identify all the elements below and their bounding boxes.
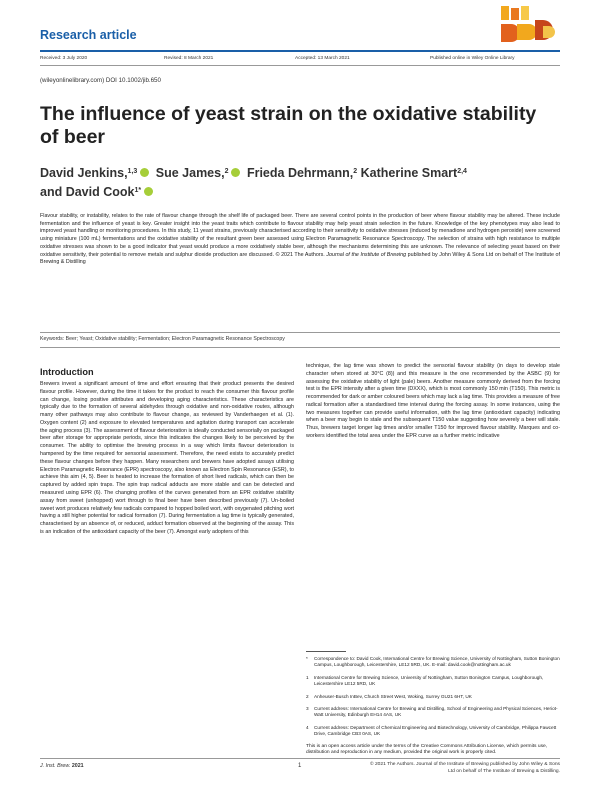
published-note: Published online in Wiley Online Library [430,56,515,61]
footnote [306,706,560,719]
footnote-mark: 3 [306,706,309,712]
footnotes [306,656,560,757]
footnote-mark: * [306,656,308,661]
footnote-mark: 1 [306,674,309,680]
affiliation-sup: 1* [134,187,142,194]
author-name: and David Cook [40,185,135,199]
footer-journal [40,763,84,769]
affiliation-sup: 1,3 [127,168,138,175]
journal-logo [499,6,559,44]
footnote-mark: 4 [306,724,309,730]
abstract [40,213,560,267]
dates-rule [40,65,560,66]
section-heading-introduction: Introduction [40,367,94,377]
page-number: 1 [298,763,302,769]
affiliation-sup: 2,4 [457,168,467,175]
body-text-left-column: Brewers invest a significant amount of time and effort ensuring that their product presents the desired flavour profile. However, during the time it takes for the product to reach the consumer this flavour profile can change, losing positive attributes and developing aging characteristics. These characteristics are typically due to the formation of several aldehydes through oxidative and non-oxidative routes, although many other pathways may also contribute to flavour change, as reviewed by Vanderhaegen et al. (1). Oxygen content (2) and exposure to elevated temperatures and agitation during transport can accelerate the aging process (3). The assessment of flavour deterioration is ideally conducted sensorially on packaged beer after storage for appropriate periods, since this indicates the changes likely to be perceived by the consumer. The ability to optimise the brewing process in a way which limits flavour deterioration is hampered by the time required for sensorial assessment. Therefore, the need exists to accurately predict these flavour changes before they happen. Many researchers and brewers have adopted assays utilising Electron Paramagnetic Resonance (EPR) spectroscopy, also known as Electron Spin Resonance (ESR), to achieve this aim (4, 5). Beer is heated to increase the formation of short lived radicals, which can then be captured by added spin traps. The spin trap radical adducts are more stable and can be detected and measured using EPR (6). The changing profiles of the curves generated from an EPR oxidative stability assay from sweet (unhopped) wort through to final beer have been described previously (7). Un-boiled sweet wort produces relatively few radicals compared to hopped boiled wort, with oxygenated pitching wort having a still higher potential for radical formation (7). During fermentation a lag time is typically generated, characterised by an absence of, or reduced, adduct formation observed at the beginning of the assay. This is an indication of the antioxidant capacity of the beer (7). Amongst early adopters of this [40,381,294,535]
footnote-text: Current address: Department of Chemical Engineering and Biotechnology, University of Cambridge, Philippa Fawcett Drive, Cambridge CB3 0AS, UK [314,724,557,737]
author-name: Frieda Dehrmann, [246,166,354,180]
keywords-rule-bottom [40,347,560,348]
orcid-icon[interactable] [231,168,240,177]
footnote [306,694,560,700]
abstract-tail: published by John Wiley & Sons Ltd on behalf of The Institute of Brewing & Distilling [40,251,560,266]
abstract-journal-name: Journal of the Institute of Brewing [326,251,407,258]
orcid-icon[interactable] [140,168,149,177]
footnote [306,656,560,669]
footnote-mark: 2 [306,693,309,699]
footnote [306,675,560,688]
footnote-rule [306,651,346,652]
orcid-icon[interactable] [144,187,153,196]
footnote [306,725,560,738]
affiliation-sup: 2 [353,168,358,175]
footnote-text: Current address: International Centre for Brewing and Distilling, School of Engineering and Physical Sciences, Heriot-Watt University, Edinburgh EH14 4AS, UK [314,706,558,718]
author-name: David Jenkins, [40,166,128,180]
footer-year: 2021 [71,763,84,769]
article-title: The influence of yeast strain on the oxidative stability of beer [40,103,537,148]
doi-line[interactable]: (wileyonlinelibrary.com) DOI 10.1002/jib.650 [40,77,161,84]
footer-rule [40,758,560,759]
footer-copyright: © 2021 The Authors. Journal of the Institute of Brewing published by John Wiley & Sons Ltd on behalf of The Institute of Brewing & Distilling. [369,762,560,774]
author-list [40,164,560,202]
body-text-right-column: technique, the lag time was shown to predict the sensorial flavour stability (in days to develop stale character when stored at 30°C (8)) and this measure is the one recommended by the ASBC (9) for assessing the oxidative stability of light (pale) beers. Another measure commonly derived from the forcing test is the EPR intensity after a given time (DXXX), which is most commonly 150 min (T150). This metric is recommended for dark or amber coloured beers which may lack a lag time. This provides a measure of free radical formation after a standardised time interval during the forcing assay. In some instances, using the two measures together can provide useful information, with the lag time (antioxidant capacity) indicating when a beer may begin to stale and the subsequent T150 value suggesting how severely a beer will stale. Thus, brewers target longer lag times and/or smaller T150 for improved flavour stability. Marques and co-workers identified the total area under the EPR curve as a further metric indicative [306,363,560,440]
received-date: Received: 3 July 2020 [40,56,88,61]
page-header [40,28,560,42]
footnote-text: Anheuser-Busch InBev, Church Street West, Woking, Surrey GU21 6HT, UK [314,693,472,699]
revised-date: Revised: 8 March 2021 [164,56,214,61]
open-access-note: This is an open access article under the terms of the Creative Commons Attribution License, which permits use, distribution and reproduction in any medium, provided the original work is properly cited. [306,743,548,756]
author-name: Sue James, [155,166,225,180]
author-name: Katherine Smart [360,166,458,180]
footnote-text: Correspondence to: David Cook, International Centre for Brewing Science, University of Nottingham, Sutton Bonington Campus, Loughborough, Leicestershire, LE12 5RD, UK. E-mail: david.cook@nottingham.ac.uk [314,656,560,668]
keywords: Keywords: Beer; Yeast; Oxidative stability; Fermentation; Electron Paramagnetic Resonance Spectroscopy [40,336,285,342]
abstract-body: Flavour stability, or instability, relates to the rate of flavour change through the shelf life of packaged beer. There are several control points in the production of beer where flavour stability may be altered. These include fermentation and the influence of yeast is key. Greater insight into the yeast traits which contribute to flavour stability may help yeast strain selection in the future. Knowledge of the key phenotypes may also lead to improved yeast handling or monitoring procedures. In this study, 11 yeast strains, previously characterised according to their sensitivity to oxidative stresses (induced by menadione and hydrogen peroxide) were screened using miniature (100 mL) fermentations and the oxidative stability of the resultant green beer assessed using Electron Paramagnetic Resonance Spectroscopy. The selection of strains with high resistance to multiple oxidative stresses was shown to be a good indicator that yeast would produce a more oxidatively stable beer, although the mechanisms determining this are unknown. The relevance of selecting yeast based on their oxidative sensitivity, their potential to remove metals and sulphur dioxide production are discussed. © 2021 The Authors. [40,213,560,258]
footnote-text: International Centre for Brewing Science, University of Nottingham, Sutton Bonington Campus, Loughborough, Leicestershire LE12 5RD, UK [314,674,544,687]
keywords-rule-top [40,332,560,333]
section-label: Research article [40,28,137,42]
affiliation-sup: 2 [224,168,229,175]
accepted-date: Accepted: 13 March 2021 [295,56,350,61]
header-rule [40,50,560,52]
footer-journal-name: J. Inst. Brew. [40,763,71,769]
